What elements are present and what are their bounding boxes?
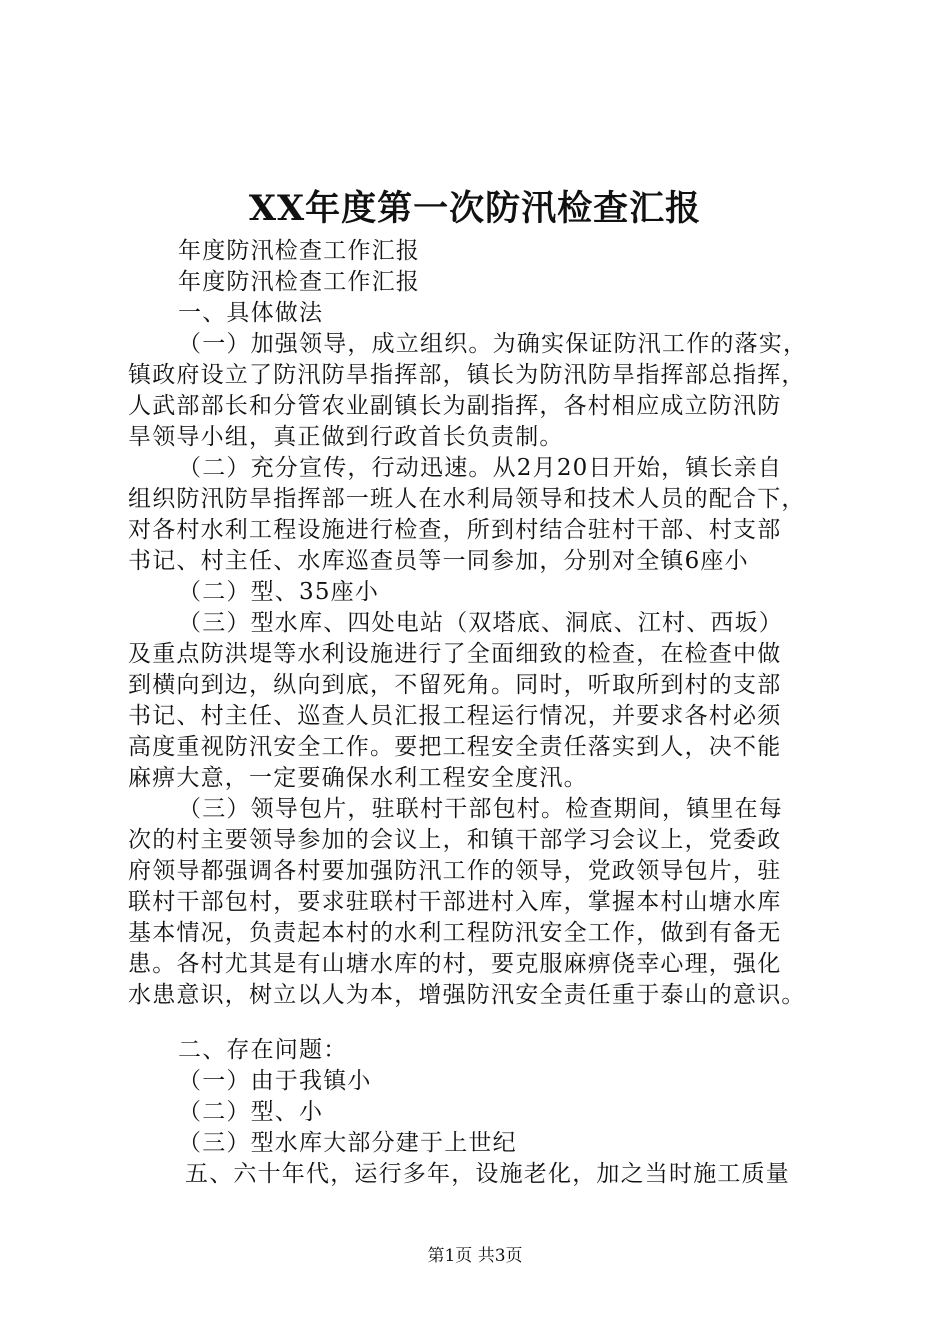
paragraph-line: 镇政府设立了防汛防旱指挥部，镇长为防汛防旱指挥部总指挥， bbox=[128, 362, 806, 388]
paragraph-line: （二）型、35座小 bbox=[178, 579, 380, 605]
paragraph-line: 旱领导小组，真正做到行政首长负责制。 bbox=[128, 424, 564, 450]
paragraph-line: 高度重视防汛安全工作。要把工程安全责任落实到人，决不能 bbox=[128, 734, 782, 760]
paragraph-line: 组织防汛防旱指挥部一班人在水利局领导和技术人员的配合下， bbox=[128, 486, 806, 512]
section-heading: 二、存在问题： bbox=[178, 1037, 348, 1063]
paragraph-line: （三）型水库大部分建于上世纪 bbox=[178, 1130, 517, 1156]
subtitle-line: 年度防汛检查工作汇报 bbox=[178, 269, 420, 295]
paragraph-line: （三）领导包片，驻联村干部包村。检查期间，镇里在每 bbox=[178, 796, 783, 822]
paragraph-line: 人武部部长和分管农业副镇长为副指挥，各村相应成立防汛防 bbox=[128, 393, 782, 419]
paragraph-line: （二）型、小 bbox=[178, 1099, 324, 1125]
document-body bbox=[128, 236, 850, 1190]
paragraph-line: 联村干部包村，要求驻联村干部进村入库，掌握本村山塘水库 bbox=[128, 889, 782, 915]
paragraph-line: 书记、村主任、水库巡查员等一同参加，分别对全镇6座小 bbox=[128, 548, 749, 574]
paragraph-line: （一）加强领导，成立组织。为确实保证防汛工作的落实， bbox=[178, 331, 808, 357]
page-footer: 第1页 共3页 bbox=[427, 1246, 523, 1266]
paragraph-line: 书记、村主任、巡查人员汇报工程运行情况，并要求各村必须 bbox=[128, 703, 782, 729]
paragraph-line: 基本情况，负责起本村的水利工程防汛安全工作，做到有备无 bbox=[128, 920, 782, 946]
section-heading: 一、具体做法 bbox=[178, 300, 324, 326]
paragraph-line: （三）型水库、四处电站（双塔底、洞底、江村、西坂） bbox=[178, 610, 783, 636]
paragraph-line: 水患意识，树立以人为本，增强防汛安全责任重于泰山的意识。 bbox=[128, 982, 806, 1008]
subtitle-line: 年度防汛检查工作汇报 bbox=[178, 238, 420, 264]
paragraph-line: 对各村水利工程设施进行检查，所到村结合驻村干部、村支部 bbox=[128, 517, 782, 543]
paragraph-line: 麻痹大意，一定要确保水利工程安全度汛。 bbox=[128, 765, 588, 791]
paragraph-line: 五、六十年代，运行多年，设施老化，加之当时施工质量 bbox=[185, 1161, 790, 1187]
paragraph-line: 及重点防洪堤等水利设施进行了全面细致的检查，在检查中做 bbox=[128, 641, 782, 667]
paragraph-line: 到横向到边，纵向到底，不留死角。同时，听取所到村的支部 bbox=[128, 672, 782, 698]
document-title: XX年度第一次防汛检查汇报 bbox=[248, 188, 702, 229]
paragraph-line: 次的村主要领导参加的会议上，和镇干部学习会议上，党委政 bbox=[128, 827, 782, 853]
paragraph-line: 患。各村尤其是有山塘水库的村，要克服麻痹侥幸心理，强化 bbox=[128, 951, 782, 977]
paragraph-line: 府领导都强调各村要加强防汛工作的领导，党政领导包片，驻 bbox=[128, 858, 782, 884]
paragraph-line: （二）充分宣传，行动迅速。从2月20日开始，镇长亲自 bbox=[178, 455, 783, 481]
paragraph-gap bbox=[128, 1011, 850, 1035]
paragraph-line: （一）由于我镇小 bbox=[178, 1068, 372, 1094]
